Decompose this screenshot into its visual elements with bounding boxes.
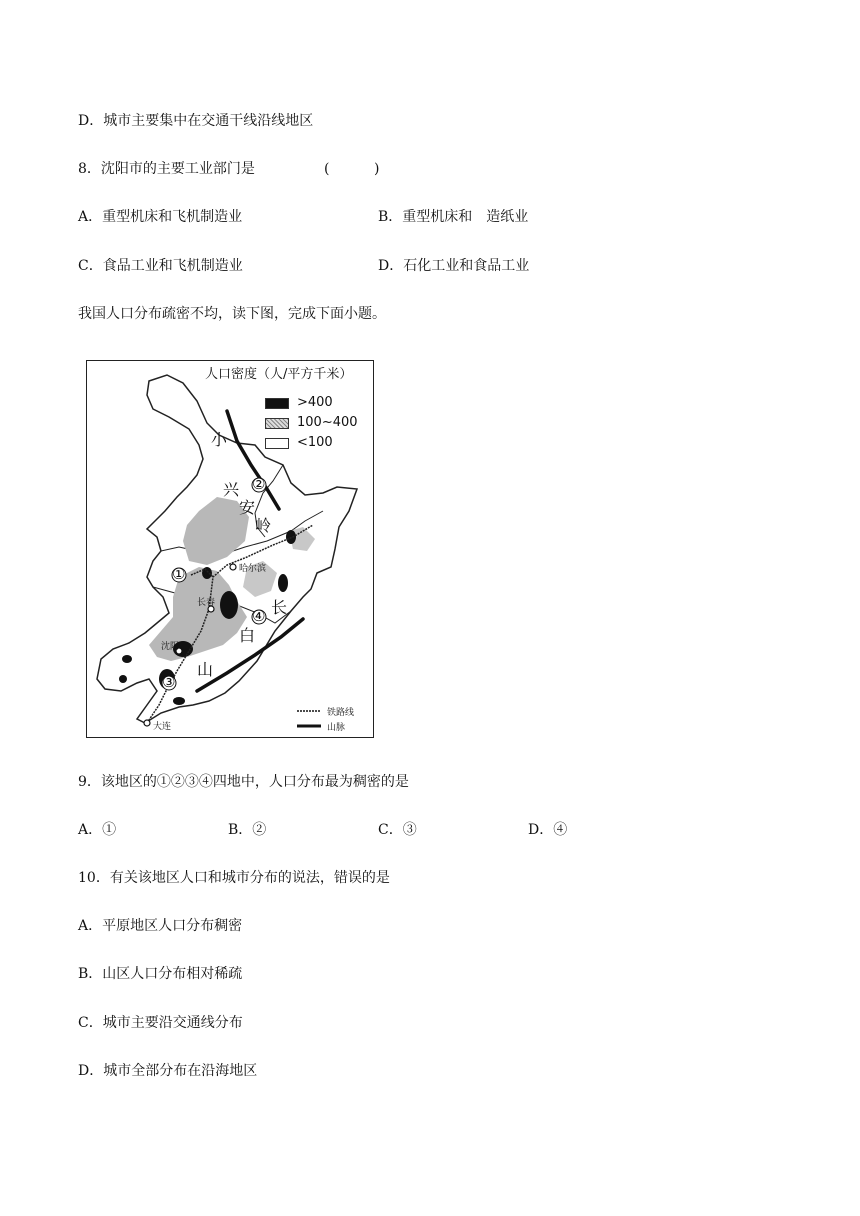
legend-swatch-high [265, 398, 289, 409]
q10-stem: 10．有关该地区人口和城市分布的说法，错误的是 [78, 870, 390, 886]
city-label-harbin: 哈尔滨 [239, 564, 267, 574]
q10-option-d: D．城市全部分布在沿海地区 [78, 1063, 258, 1079]
legend-swatch-medium [265, 418, 289, 429]
region-mark-2: ② [252, 475, 266, 493]
q8-stem: 8．沈阳市的主要工业部门是 [78, 161, 255, 177]
mountain-char: 兴 [223, 480, 240, 499]
q10-option-c: C．城市主要沿交通线分布 [78, 1015, 243, 1031]
region-mark-3: ③ [162, 673, 176, 691]
q9-option-d: D．④ [528, 822, 568, 838]
region-mark-4: ④ [252, 607, 266, 625]
density-high-area [122, 655, 132, 663]
density-high-area [278, 574, 288, 592]
density-high-area [119, 675, 127, 683]
city-label-shenyang: 沈阳 [161, 642, 180, 652]
mountain-char: 山 [197, 660, 214, 679]
mountain-char: 白 [239, 626, 256, 645]
legend-label-medium: 100~400 [297, 415, 358, 430]
q8-option-a: A．重型机床和飞机制造业 [78, 209, 243, 225]
legend-swatch-low [265, 438, 289, 449]
q8-option-b: B．重型机床和 造纸业 [378, 209, 529, 225]
mountain-char: 长 [271, 598, 288, 617]
q7-option-d: D．城市主要集中在交通干线沿线地区 [78, 113, 314, 129]
q10-option-b: B．山区人口分布相对稀疏 [78, 966, 243, 982]
key-label-mountain: 山脉 [327, 723, 346, 733]
q9-stem: 9．该地区的①②③④四地中，人口分布最为稠密的是 [78, 774, 409, 790]
city-marker [144, 720, 150, 726]
legend-title: 人口密度（人/平方千米） [205, 367, 353, 382]
region-mark-1: ① [172, 565, 186, 583]
q8-option-c: C．食品工业和飞机制造业 [78, 258, 243, 274]
legend-label-high: >400 [297, 395, 333, 410]
mountain-char: 岭 [255, 516, 272, 535]
legend-label-low: <100 [297, 435, 333, 450]
q9-option-b: B．② [228, 822, 267, 838]
density-high-area [202, 567, 212, 579]
section-intro: 我国人口分布疏密不均，读下图，完成下面小题。 [78, 306, 386, 322]
population-density-map [86, 360, 374, 738]
mountain-char: 安 [239, 498, 256, 517]
q9-option-a: A．① [78, 822, 117, 838]
city-marker [230, 564, 236, 570]
q8-answer-paren: ( ) [324, 161, 380, 177]
density-high-area [220, 591, 238, 619]
mountain-char: 小 [211, 430, 228, 449]
city-label-dalian: 大连 [153, 722, 172, 732]
q9-option-c: C．③ [378, 822, 417, 838]
city-label-changchun: 长春 [197, 598, 216, 608]
density-high-area [173, 697, 185, 705]
q10-option-a: A．平原地区人口分布稠密 [78, 918, 243, 934]
q8-option-d: D．石化工业和食品工业 [378, 258, 530, 274]
key-label-railway: 铁路线 [327, 708, 355, 718]
